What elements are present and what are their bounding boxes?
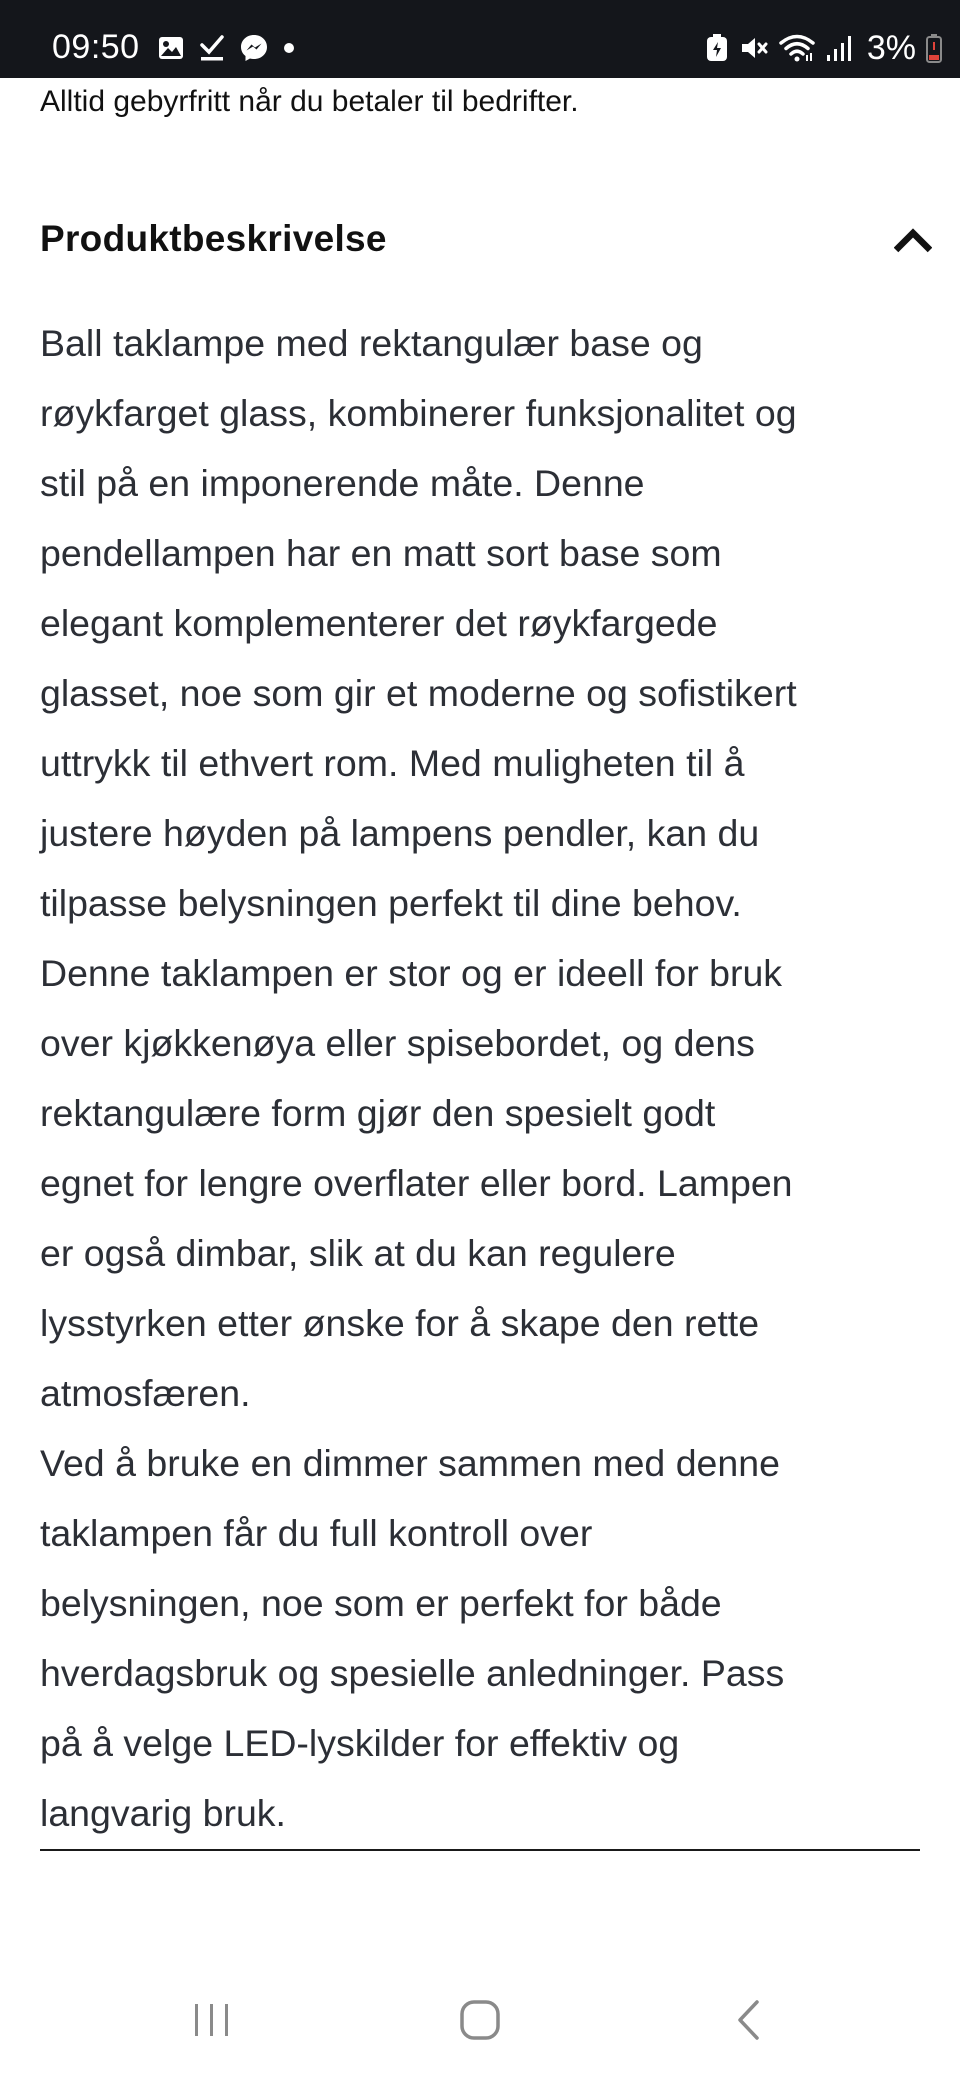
battery-saver-icon (705, 33, 729, 63)
mute-icon (739, 33, 769, 63)
chevron-up-icon[interactable] (894, 227, 932, 253)
back-button[interactable] (708, 1990, 788, 2050)
section-title: Produktbeskrivelse (40, 218, 387, 259)
battery-percent: 3% (866, 29, 916, 67)
payment-note: Alltid gebyrfritt når du betaler til bedrifter. (40, 85, 579, 118)
navigation-bar (0, 1960, 960, 2080)
back-icon (733, 1999, 763, 2041)
home-icon (459, 1999, 501, 2041)
home-button[interactable] (440, 1990, 520, 2050)
status-time: 09:50 (52, 28, 140, 66)
messenger-icon (239, 33, 269, 63)
recents-button[interactable] (172, 1990, 252, 2050)
notification-icons (157, 30, 296, 66)
description-paragraph: Ved å bruke en dimmer sammen med denne taklampen får du full kontroll over belysningen, noe som er perfekt for både hverdagsbruk og spesielle anledninger. Pass på å velge LED-lyskilder for effektiv og langvarig bruk. (40, 1442, 785, 1834)
status-bar (0, 0, 960, 78)
check-download-icon (198, 33, 226, 63)
signal-icon (825, 33, 853, 63)
system-icons (705, 28, 942, 68)
product-description (40, 308, 930, 1848)
wifi-icon (779, 33, 815, 63)
dot-icon (282, 41, 296, 55)
product-description-header[interactable] (40, 215, 932, 265)
gallery-icon (157, 34, 185, 62)
battery-icon (926, 33, 942, 63)
section-divider (40, 1849, 920, 1851)
recents-icon (192, 2000, 232, 2040)
description-paragraph: Ball taklampe med rektangulær base og røykfarget glass, kombinerer funksjonalitet og stil på en imponerende måte. Denne pendellampen har en matt sort base som elegant komplementerer det røykfargede glasset, noe som gir et moderne og sofistikert uttrykk til ethvert rom. Med muligheten til å justere høyden på lampens pendler, kan du tilpasse belysningen perfekt til dine behov. Denne taklampen er stor og er ideell for bruk over kjøkkenøya eller spisebordet, og dens rektangulære form gjør den spesielt godt egnet for lengre overflater eller bord. Lampen er også dimbar, slik at du kan regulere lysstyrken etter ønske for å skape den rette atmosfæren. (40, 322, 797, 1414)
